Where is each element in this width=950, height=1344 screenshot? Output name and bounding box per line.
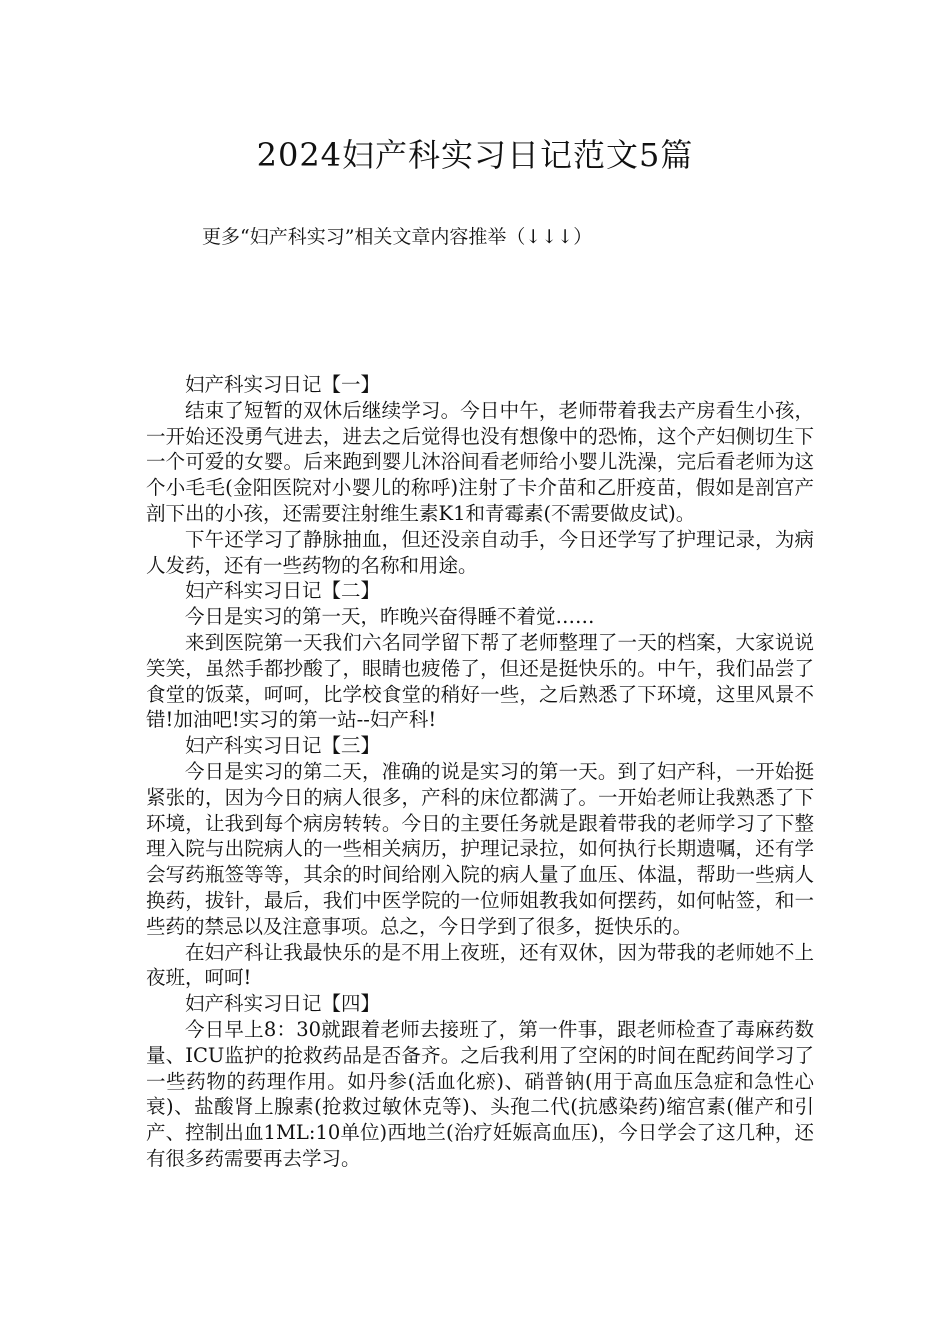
paragraph: 今日早上8：30就跟着老师去接班了，第一件事，跟老师检查了毒麻药数量、ICU监护的抢救药品是否备齐。之后我利用了空闲的时间在配药间学习了一些药物的药理作用。如丹参(活血化瘀)、硝普钠(用于高血压急症和急性心衰)、盐酸肾上腺素(抢救过敏休克等)、头孢二代(抗感染药)缩宫素(催产和引产、控制出血1ML:10单位)西地兰(治疗妊娠高血压)，今日学会了这几种，还有很多药需要再去学习。 (146, 1017, 814, 1170)
paragraph: 来到医院第一天我们六名同学留下帮了老师整理了一天的档案，大家说说笑笑，虽然手都抄酸了，眼睛也疲倦了，但还是挺快乐的。中午，我们品尝了食堂的饭菜，呵呵，比学校食堂的稍好一些，之后熟悉了下环境，这里风景不错!加油吧!实习的第一站--妇产科! (146, 630, 814, 732)
paragraph: 下午还学习了静脉抽血，但还没亲自动手，今日还学写了护理记录，为病人发药，还有一些药物的名称和用途。 (146, 527, 814, 577)
paragraph: 今日是实习的第一天，昨晚兴奋得睡不着觉…… (185, 605, 595, 629)
section-heading: 妇产科实习日记【三】 (185, 734, 381, 758)
recommend-line: 更多“妇产科实习”相关文章内容推举（↓↓↓） (202, 226, 593, 248)
section-heading: 妇产科实习日记【二】 (185, 579, 381, 603)
section-heading: 妇产科实习日记【四】 (185, 992, 381, 1016)
paragraph: 今日是实习的第二天，准确的说是实习的第一天。到了妇产科，一开始挺紧张的，因为今日的病人很多，产科的床位都满了。一开始老师让我熟悉了下环境，让我到每个病房转转。今日的主要任务就是跟着带我的老师学习了下整理入院与出院病人的一些相关病历，护理记录拉，如何执行长期遗嘱，还有学会写药瓶签等等，其余的时间给刚入院的病人量了血压、体温，帮助一些病人换药，拔针，最后，我们中医学院的一位师姐教我如何摆药，如何帖签，和一些药的禁忌以及注意事项。总之，今日学到了很多，挺快乐的。 (146, 759, 814, 938)
paragraph: 结束了短暂的双休后继续学习。今日中午，老师带着我去产房看生小孩，一开始还没勇气进去，进去之后觉得也没有想像中的恐怖，这个产妇侧切生下一个可爱的女婴。后来跑到婴儿沐浴间看老师给小婴儿洗澡，完后看老师为这个小毛毛(金阳医院对小婴儿的称呼)注射了卡介苗和乙肝疫苗，假如是剖宫产剖下出的小孩，还需要注射维生素K1和青霉素(不需要做皮试)。 (146, 398, 814, 525)
section-heading: 妇产科实习日记【一】 (185, 373, 381, 396)
page-title: 2024妇产科实习日记范文5篇 (256, 136, 694, 174)
paragraph: 在妇产科让我最快乐的是不用上夜班，还有双休，因为带我的老师她不上夜班，呵呵! (146, 940, 814, 990)
article-body (146, 372, 814, 1172)
